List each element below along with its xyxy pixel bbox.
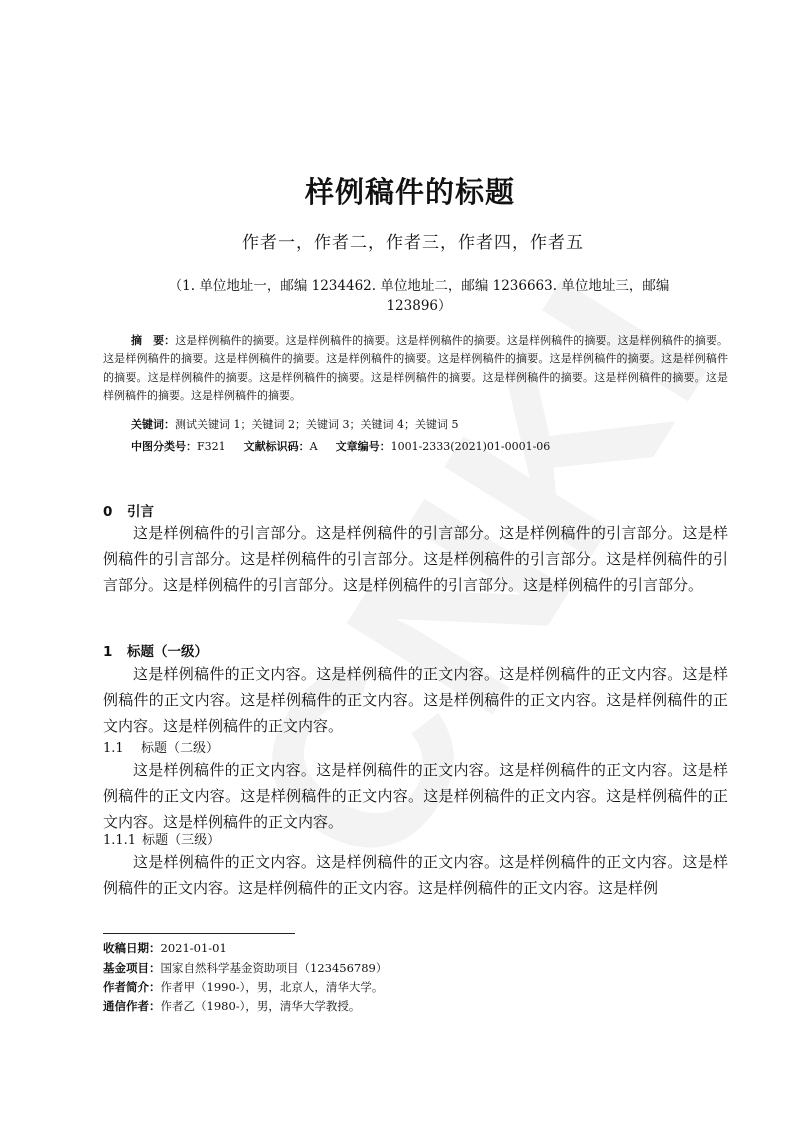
author-list: 作者一，作者二，作者三，作者四，作者五 (242, 233, 584, 253)
section-number: 0 (103, 504, 113, 520)
subsection-title: 标题（二级） (141, 741, 220, 756)
footnote-received-date (103, 940, 227, 956)
section-title: 标题（一级） (127, 644, 208, 660)
footnote-text: 作者甲（1990-），男，北京人，清华大学。 (160, 980, 384, 994)
paper-title: 样例稿件的标题 (304, 175, 515, 209)
subsubsection-heading (103, 829, 220, 848)
clc-value: F321 (197, 440, 226, 453)
classification-line (131, 438, 550, 454)
keywords-label: 关键词： (131, 418, 175, 431)
clc-label: 中图分类号： (131, 440, 197, 453)
doc-code-label: 文献标识码： (243, 440, 310, 453)
section-number: 1 (103, 644, 113, 660)
subsection-paragraph: 这是样例稿件的正文内容。这是样例稿件的正文内容。这是样例稿件的正文内容。这是样例稿件的正文内容。这是样例稿件的正文内容。这是样例稿件的正文内容。这是样例稿件的正文内容。这是样例稿件的正文内容。 (103, 761, 728, 831)
footnote-label: 基金项目： (103, 961, 161, 975)
footnote-author-bio (103, 979, 383, 995)
footnote-funding (103, 960, 387, 976)
section-paragraph: 这是样例稿件的引言部分。这是样例稿件的引言部分。这是样例稿件的引言部分。这是样例稿件的引言部分。这是样例稿件的引言部分。这是样例稿件的引言部分。这是样例稿件的引言部分。这是样例稿件的引言部分。这是样例稿件的引言部分。这是样例稿件的引言部分。 (103, 524, 728, 594)
keywords-text: 测试关键词 1；关键词 2；关键词 3；关键词 4；关键词 5 (175, 418, 459, 431)
abstract-label: 摘 要： (131, 334, 176, 347)
doc-code-value: A (309, 440, 318, 453)
subsubsection-paragraph: 这是样例稿件的正文内容。这是样例稿件的正文内容。这是样例稿件的正文内容。这是样例稿件的正文内容。这是样例稿件的正文内容。这是样例稿件的正文内容。这是样例 (103, 853, 728, 897)
subsection-number: 1.1 (103, 741, 124, 756)
keywords (131, 416, 458, 432)
footnote-text: 作者乙（1980-），男，清华大学教授。 (160, 999, 361, 1013)
footnote-divider (103, 933, 295, 934)
subsubsection-title: 标题（三级） (142, 833, 221, 848)
affiliation: （1. 单位地址一，邮编 1234462. 单位地址二，邮编 1236663. 单位地址三，邮编 123896） (168, 278, 670, 314)
section-paragraph: 这是样例稿件的正文内容。这是样例稿件的正文内容。这是样例稿件的正文内容。这是样例稿件的正文内容。这是样例稿件的正文内容。这是样例稿件的正文内容。这是样例稿件的正文内容。这是样例稿件的正文内容。 (103, 665, 728, 735)
section-title: 引言 (127, 504, 154, 520)
footnote-label: 作者简介： (103, 980, 161, 994)
article-number-label: 文章编号： (335, 440, 391, 453)
abstract (103, 332, 728, 405)
subsubsection-number: 1.1.1 (103, 833, 137, 848)
section-heading (103, 640, 208, 660)
section-heading (103, 500, 154, 520)
footnote-text: 国家自然科学基金资助项目（123456789） (160, 961, 388, 975)
footnote-label: 通信作者： (103, 999, 161, 1013)
abstract-text: 这是样例稿件的摘要。这是样例稿件的摘要。这是样例稿件的摘要。这是样例稿件的摘要。这是样例稿件的摘要。这是样例稿件的摘要。这是样例稿件的摘要。这是样例稿件的摘要。这是样例稿件的摘要。这是样例稿件的摘要。这是样例稿件的摘要。这是样例稿件的摘要。这是样例稿件的摘要。这是样例稿件的摘要。这是样例稿件的摘要。这是样例稿件的摘要。这是样例稿件的摘要。这是样例稿件的摘要。 (103, 334, 729, 402)
footnote-text: 2021-01-01 (160, 941, 227, 955)
footnote-label: 收稿日期： (103, 941, 161, 955)
subsection-heading (103, 737, 219, 756)
footnote-corresponding-author (103, 998, 360, 1014)
article-number-value: 1001-2333(2021)01-0001-06 (390, 440, 551, 453)
